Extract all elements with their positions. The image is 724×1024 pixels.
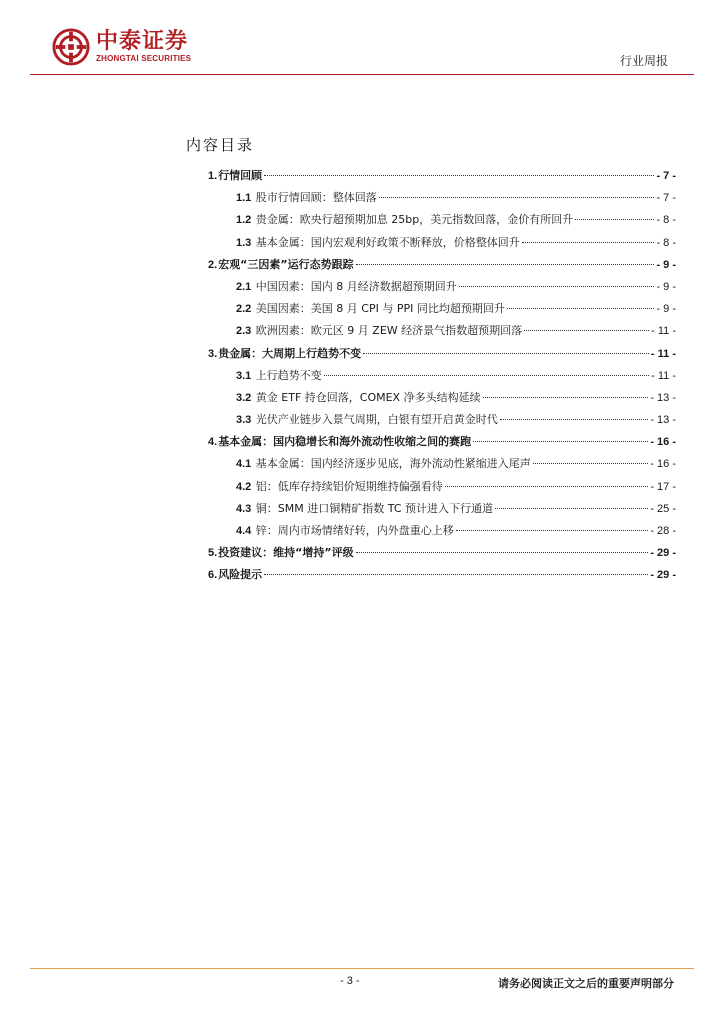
toc-entry-number: 2.3 <box>236 325 252 338</box>
toc-entry-title <box>236 278 457 294</box>
toc-entry[interactable] <box>208 256 676 278</box>
toc-entry-number: 4.4 <box>236 525 252 537</box>
toc-leader-dots <box>483 397 649 398</box>
page-number: - 3 - <box>340 975 360 987</box>
toc-leader-dots <box>379 197 655 198</box>
toc-entry-title <box>236 455 531 471</box>
zhongtai-logo-icon <box>52 28 90 66</box>
toc-entry[interactable] <box>208 345 676 367</box>
company-logo <box>52 28 191 66</box>
toc-entry-page: - 16 - <box>650 436 676 449</box>
toc-entry-page: - 28 - <box>650 525 676 537</box>
toc-entry[interactable] <box>208 433 676 455</box>
toc-entry-title <box>236 367 322 383</box>
toc-entry-number: 3.1 <box>236 369 252 382</box>
toc-entry-number: 6. <box>208 569 218 582</box>
report-type-label: 行业周报 <box>619 54 668 68</box>
toc-entry-title <box>236 389 481 405</box>
toc-leader-dots <box>575 219 654 220</box>
toc-entry-title <box>236 522 454 538</box>
toc-leader-dots <box>459 286 655 287</box>
toc-entry-title <box>208 544 354 560</box>
toc-entry-page: - 17 - <box>650 480 676 493</box>
toc-entry-text: 锌：周内市场情绪好转，内外盘重心上移 <box>252 524 454 537</box>
toc-entry-number: 3.2 <box>236 391 252 404</box>
toc-entry[interactable] <box>208 411 676 433</box>
toc-entry-page: - 7 - <box>656 170 676 182</box>
toc-entry-text: 基本金属：国内宏观利好政策不断释放，价格整体回升 <box>252 235 520 249</box>
toc-entry[interactable] <box>208 300 676 322</box>
toc-entry-number: 1.1 <box>236 192 252 205</box>
toc-entry-text: 铝：低库存持续铝价短期维持偏强看待 <box>252 479 443 493</box>
toc-entry-text: 基本金属：国内稳增长和海外流动性收缩之间的赛跑 <box>218 435 472 449</box>
toc-entry-text: 贵金属：欧央行超预期加息 25bp，美元指数回落，金价有所回升 <box>252 213 574 227</box>
toc-entry-title <box>236 411 498 427</box>
toc-entry-page: - 11 - <box>650 347 676 360</box>
toc-entry-number: 2.1 <box>236 280 252 293</box>
toc-leader-dots <box>500 419 649 420</box>
toc-entry[interactable] <box>208 211 676 233</box>
toc-entry-page: - 9 - <box>656 280 676 293</box>
table-of-contents <box>208 167 676 589</box>
toc-entry-title <box>236 211 573 227</box>
toc-entry[interactable] <box>208 500 676 522</box>
header-divider <box>30 74 694 75</box>
toc-entry-page: - 29 - <box>650 569 676 582</box>
footer-disclaimer: 请务必阅读正文之后的重要声明部分 <box>498 977 674 990</box>
toc-entry[interactable] <box>208 544 676 566</box>
toc-entry-title <box>208 256 354 272</box>
toc-entry[interactable] <box>208 389 676 411</box>
toc-entry-text: 黄金 ETF 持仓回落，COMEX 净多头结构延续 <box>252 390 481 404</box>
toc-entry-number: 3.3 <box>236 414 252 427</box>
toc-leader-dots <box>473 441 648 442</box>
toc-entry-text: 中国因素：国内 8 月经济数据超预期回升 <box>252 279 457 293</box>
toc-entry-page: - 13 - <box>650 414 676 427</box>
toc-entry-text: 上行趋势不变 <box>252 368 322 382</box>
toc-leader-dots <box>445 486 649 487</box>
toc-entry-number: 3. <box>208 347 218 360</box>
toc-entry[interactable] <box>208 278 676 300</box>
toc-entry-text: 股市行情回顾：整体回落 <box>252 191 377 205</box>
toc-entry-page: - 7 - <box>656 192 676 205</box>
toc-leader-dots <box>524 330 649 331</box>
toc-leader-dots <box>495 508 648 509</box>
toc-entry[interactable] <box>208 522 676 544</box>
toc-leader-dots <box>356 552 649 553</box>
toc-entry-number: 5. <box>208 547 218 560</box>
toc-entry-title <box>208 566 262 582</box>
footer-divider <box>30 968 694 969</box>
toc-entry-text: 风险提示 <box>218 568 263 582</box>
toc-entry-number: 4. <box>208 436 218 449</box>
toc-leader-dots <box>264 574 648 575</box>
toc-entry-page: - 29 - <box>650 547 676 560</box>
toc-entry-text: 欧洲因素：欧元区 9 月 ZEW 经济景气指数超预期回落 <box>252 324 523 338</box>
toc-entry-text: 宏观“三因素”运行态势跟踪 <box>218 257 354 271</box>
toc-entry-page: - 9 - <box>656 258 676 271</box>
company-name-cn: 中泰证券 <box>96 29 189 54</box>
toc-leader-dots <box>324 375 649 376</box>
toc-entry[interactable] <box>208 455 676 477</box>
toc-entry-number: 2. <box>208 258 218 271</box>
toc-entry-text: 美国因素：美国 8 月 CPI 与 PPI 同比均超预期回升 <box>252 302 505 316</box>
toc-entry-page: - 11 - <box>651 369 676 382</box>
toc-entry-title <box>236 300 505 316</box>
toc-entry-number: 4.1 <box>236 458 252 471</box>
toc-entry-title <box>208 345 361 361</box>
toc-entry[interactable] <box>208 167 676 189</box>
toc-leader-dots <box>356 264 655 265</box>
toc-entry-title <box>236 234 520 250</box>
toc-entry-number: 1.3 <box>236 236 252 249</box>
toc-leader-dots <box>363 353 649 354</box>
toc-entry-page: - 13 - <box>650 391 676 404</box>
toc-entry-text: 光伏产业链步入景气周期，白银有望开启黄金时代 <box>252 413 498 427</box>
toc-entry-title <box>236 322 522 338</box>
toc-entry[interactable] <box>208 566 676 588</box>
toc-entry[interactable] <box>208 478 676 500</box>
toc-entry-text: 行情回顾 <box>218 169 263 182</box>
toc-entry-text: 铜：SMM 进口铜精矿指数 TC 预计进入下行通道 <box>252 501 494 515</box>
toc-leader-dots <box>264 175 654 176</box>
toc-entry-page: - 9 - <box>656 303 676 316</box>
toc-entry-number: 4.2 <box>236 480 252 493</box>
toc-entry-text: 基本金属：国内经济逐步见底，海外流动性紧缩进入尾声 <box>252 457 531 471</box>
toc-entry-page: - 11 - <box>651 325 676 338</box>
toc-entry-page: - 25 - <box>650 502 676 515</box>
toc-entry-page: - 8 - <box>656 214 676 227</box>
toc-entry-number: 4.3 <box>236 502 252 515</box>
toc-entry-title <box>236 478 443 494</box>
company-name-en: ZHONGTAI SECURITIES <box>96 54 192 63</box>
page-header <box>0 0 724 100</box>
toc-entry-number: 2.2 <box>236 303 252 316</box>
toc-leader-dots <box>507 308 655 309</box>
toc-entry-number: 1. <box>208 170 218 182</box>
toc-entry-title <box>208 433 471 449</box>
toc-entry[interactable] <box>208 234 676 256</box>
toc-entry-page: - 16 - <box>650 458 676 471</box>
toc-entry-text: 贵金属：大周期上行趋势不变 <box>218 346 362 360</box>
toc-entry-title <box>208 167 262 183</box>
toc-leader-dots <box>456 530 649 531</box>
toc-entry-page: - 8 - <box>656 236 676 249</box>
toc-entry-title <box>236 189 377 205</box>
toc-entry-text: 投资建议：维持“增持”评级 <box>218 546 354 560</box>
toc-entry-number: 1.2 <box>236 214 252 227</box>
toc-leader-dots <box>533 463 649 464</box>
toc-entry-title <box>236 500 493 516</box>
toc-entry[interactable] <box>208 367 676 389</box>
toc-entry[interactable] <box>208 322 676 344</box>
toc-title: 内容目录 <box>186 136 255 154</box>
toc-leader-dots <box>522 242 655 243</box>
toc-entry[interactable] <box>208 189 676 211</box>
